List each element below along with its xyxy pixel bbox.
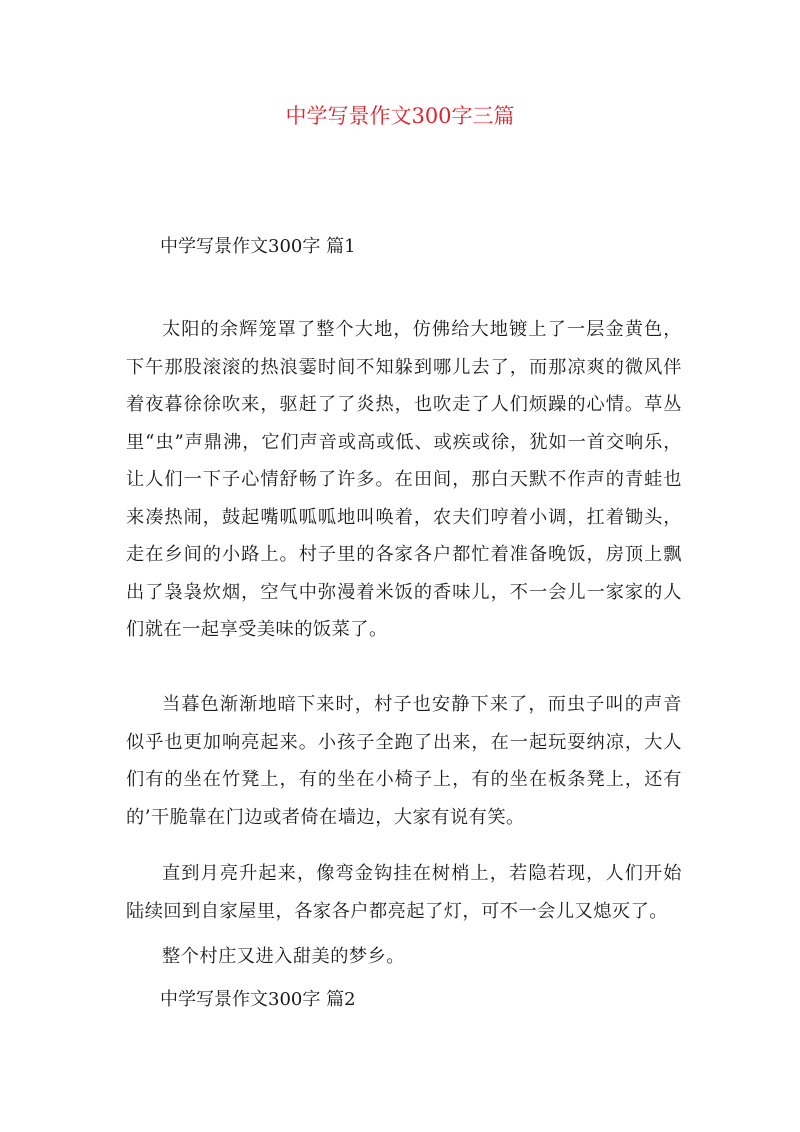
paragraph-4: 整个村庄又进入甜美的梦乡。: [162, 946, 405, 967]
section-heading-1: 中学写景作文300字 篇1: [160, 236, 356, 257]
paragraph-1: 太阳的余辉笼罩了整个大地，仿佛给大地镀上了一层金黄色，下午那股滚滚的热浪霎时间不知躲到哪儿去了，而那凉爽的微风伴着夜暮徐徐吹来，驱赶了了炎热，也吹走了人们烦躁的心情。草丛里“虫”声鼎沸，它们声音或高或低、或疾或徐，犹如一首交响乐，让人们一下子心情舒畅了许多。在田间，那白天默不作声的青蛙也来凑热闹，鼓起嘴呱呱呱地叫唤着，农夫们哼着小调，扛着锄头，走在乡间的小路上。村子里的各家各户都忙着准备晚饭，房顶上飘出了袅袅炊烟，空气中弥漫着米饭的香味儿，不一会儿一家家的人们就在一起享受美味的饭菜了。: [126, 319, 682, 640]
section-heading-2: 中学写景作文300字 篇2: [160, 989, 356, 1010]
paragraph-2: 当暮色渐渐地暗下来时，村子也安静下来了，而虫子叫的声音似乎也更加响亮起来。小孩子全跑了出来，在一起玩耍纳凉，大人们有的坐在竹凳上，有的坐在小椅子上，有的坐在板条凳上，还有的’干脆靠在门边或者倚在墙边，大家有说有笑。: [126, 694, 682, 828]
document-title: 中学写景作文300字三篇: [285, 104, 515, 128]
paragraph-3: 直到月亮升起来，像弯金钩挂在树梢上，若隐若现，人们开始陆续回到自家屋里，各家各户都亮起了灯，可不一会儿又熄灭了。: [126, 863, 682, 922]
